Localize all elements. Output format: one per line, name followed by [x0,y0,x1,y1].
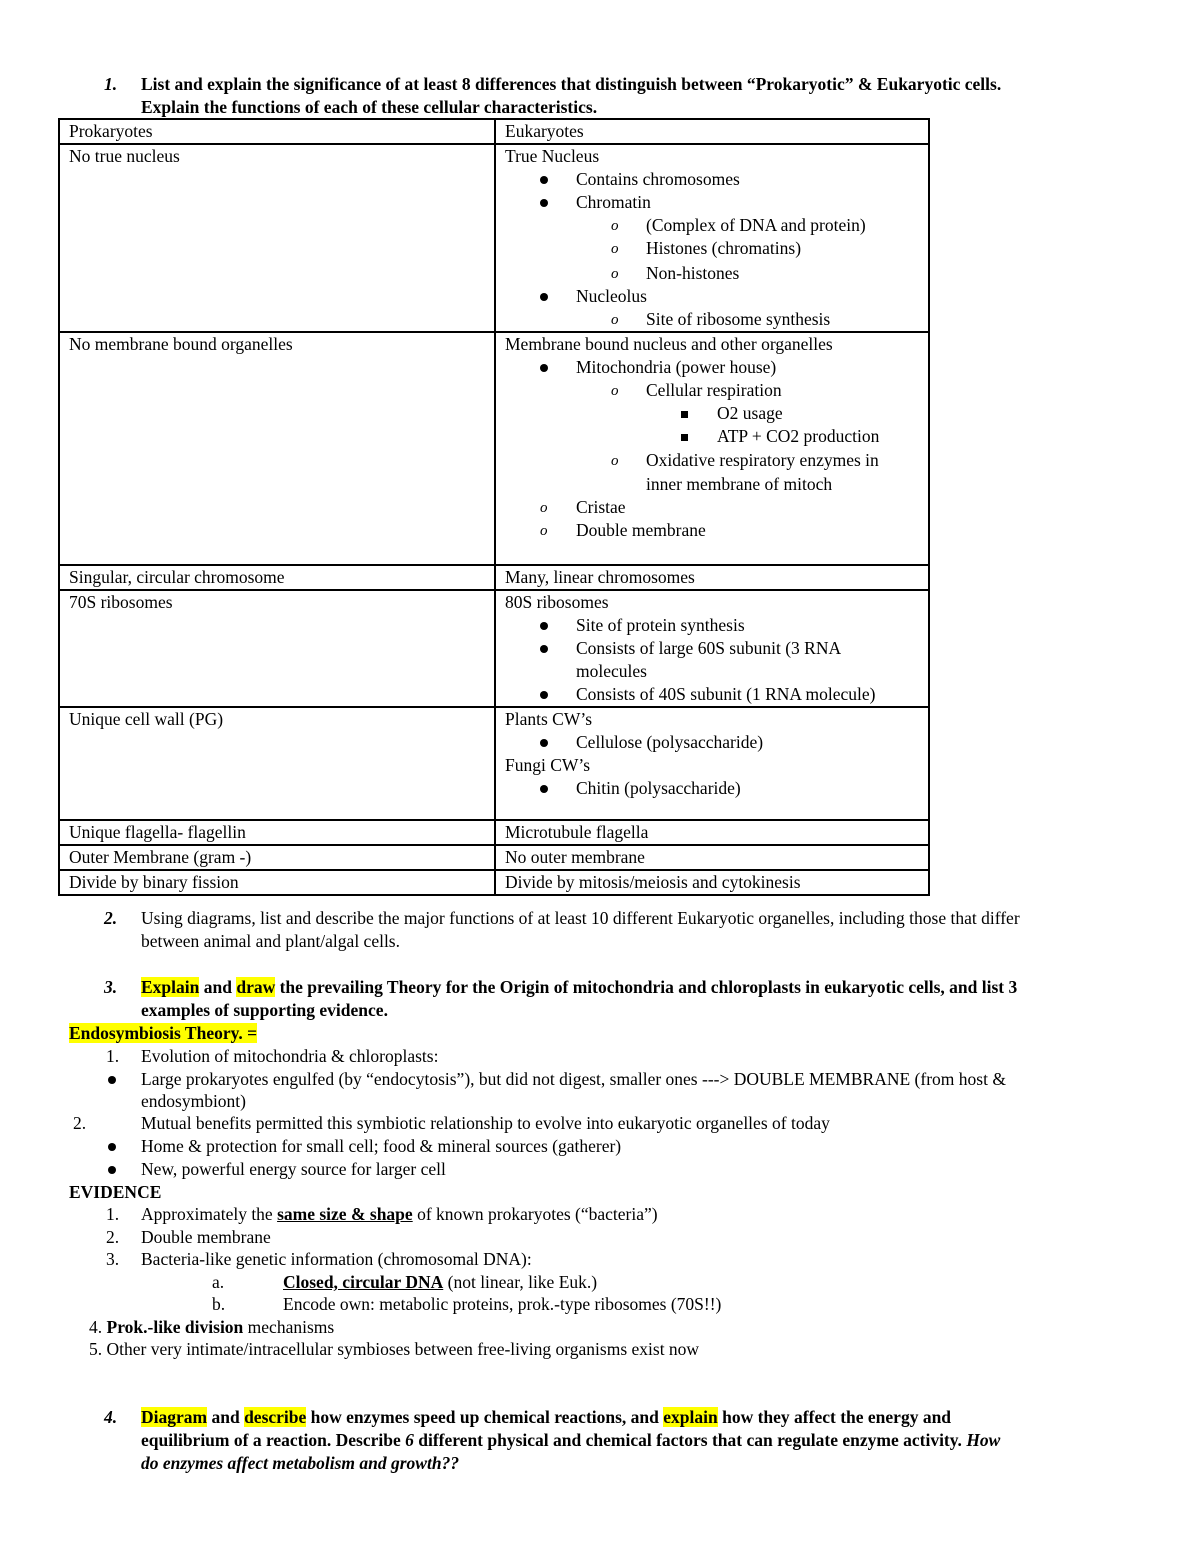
table-row-ribosomes [59,590,929,707]
bullet-icon [540,785,548,793]
list-item-text: Contains chromosomes [576,169,740,189]
circle-bullet-icon: o [611,266,619,282]
q4-mid: how enzymes speed up chemical reactions, and [306,1407,664,1427]
bullet-icon [540,645,548,653]
q1-text-line2: Explain the functions of each of these cellular characteristics. [141,97,598,117]
table-row-cellwall [59,707,929,820]
circle-bullet-icon: o [540,500,548,516]
bullet-icon [540,364,548,372]
circle-bullet-icon: o [611,218,619,234]
bullet-icon [540,739,548,747]
bullet-icon [108,1143,116,1151]
bullet-icon [540,176,548,184]
list-item [505,731,919,754]
evidence-1-bold: same size & shape [277,1204,413,1224]
euk-ribosomes-title: 80S ribosomes [505,592,609,612]
evidence-item-1 [141,1203,658,1226]
list-letter: b. [212,1294,226,1314]
list-item [505,191,919,214]
q3-rest: the prevailing Theory for the Origin of mitochondria and chloroplasts in eukaryotic cells, and list 3 [275,977,1018,997]
cell-pro-nucleus: No true nucleus [59,144,495,332]
q4-text-line2 [141,1429,1000,1452]
list-item [505,308,919,331]
highlight-draw: draw [236,977,276,997]
cell-pro-membrane: Outer Membrane (gram -) [59,845,495,870]
euk-nucleus-title: True Nucleus [505,146,600,166]
q4-line2-mid: different physical and chemical factors that can regulate enzyme activity. [413,1430,967,1450]
q4-text-line3: do enzymes affect metabolism and growth?? [141,1453,460,1473]
highlight-explain: Explain [141,977,200,997]
q2-number: 2. [104,908,118,928]
list-item [505,214,919,237]
evidence-4-bold: Prok.-like division [106,1317,244,1337]
list-item-text: Cellular respiration [646,380,782,400]
list-item-text: Mitochondria (power house) [576,357,777,377]
evidence-item-5: 5. Other very intimate/intracellular symbioses between free-living organisms exist now [89,1339,700,1359]
cell-pro-flagella: Unique flagella- flagellin [59,820,495,845]
list-item-text: Consists of large 60S subunit (3 RNA molecules [576,638,841,681]
q3-number: 3. [104,977,118,997]
cell-euk-flagella: Microtubule flagella [495,820,929,845]
bullet-icon [540,691,548,699]
list-number: 2. [106,1227,120,1247]
cell-pro-division: Divide by binary fission [59,870,495,895]
list-item-text: Site of ribosome synthesis [646,309,831,329]
square-bullet-icon [681,434,688,441]
list-item-text: Chromatin [576,192,651,212]
list-item-text: Double membrane [576,520,706,540]
list-item [505,614,919,637]
list-item-text: ATP + CO2 production [717,426,880,446]
list-number: 1. [106,1204,120,1224]
cell-euk-ribosomes [495,590,929,707]
bullet-icon [108,1166,116,1174]
list-item [505,262,919,285]
cell-pro-ribosomes: 70S ribosomes [59,590,495,707]
theory-bullet-3: New, powerful energy source for larger cell [141,1159,446,1179]
q1-number: 1. [104,74,118,94]
evidence-4-post: mechanisms [243,1317,335,1337]
list-item-text: Histones (chromatins) [646,238,802,258]
cell-euk-nucleus [495,144,929,332]
euk-cellwall-fungi: Fungi CW’s [505,755,591,775]
cell-euk-membrane: No outer membrane [495,845,929,870]
list-item [505,402,919,425]
circle-bullet-icon: o [611,241,619,257]
evidence-1-pre: Approximately the [141,1204,278,1224]
highlight-describe: describe [244,1407,307,1427]
list-item-text: (Complex of DNA and protein) [646,215,866,235]
q4-number: 4. [104,1407,118,1427]
list-number: 2. [73,1113,87,1133]
theory-item-1: Evolution of mitochondria & chloroplasts: [141,1046,439,1066]
q4-and: and [207,1407,245,1427]
evidence-item-4 [89,1316,334,1339]
theory-heading [69,1022,257,1045]
evidence-1-post: of known prokaryotes (“bacteria”) [412,1204,658,1224]
highlight-diagram: Diagram [141,1407,208,1427]
table-row-membrane [59,845,929,870]
q4-line2-pre: equilibrium of a reaction. Describe [141,1430,406,1450]
square-bullet-icon [681,411,688,418]
theory-heading-text: Endosymbiosis Theory. = [69,1023,258,1043]
q4-line2-number: 6 [405,1430,414,1450]
list-item-text: Consists of 40S subunit (1 RNA molecule) [576,684,876,704]
list-letter: a. [212,1272,225,1292]
q4-line2-italic: How [966,1430,1001,1450]
evidence-item-2: Double membrane [141,1227,271,1247]
cell-euk-division: Divide by mitosis/meiosis and cytokinesis [495,870,929,895]
q4-rest: how they affect the energy and [717,1407,952,1427]
list-item [505,519,919,542]
list-item [505,237,919,260]
evidence-item-3: Bacteria-like genetic information (chromosomal DNA): [141,1249,532,1269]
theory-bullet-2: Home & protection for small cell; food & mineral sources (gatherer) [141,1136,622,1156]
q3-text-line2: examples of supporting evidence. [141,1000,388,1020]
list-item-text: Cellulose (polysaccharide) [576,732,764,752]
circle-bullet-icon: o [611,453,619,469]
list-number: 3. [106,1249,120,1269]
q2-text-line1: Using diagrams, list and describe the major functions of at least 10 different Eukaryotic organelles, including those that differ [141,908,1020,928]
circle-bullet-icon: o [540,523,548,539]
list-item [505,379,919,402]
list-item-text: Chitin (polysaccharide) [576,778,741,798]
bullet-icon [540,293,548,301]
table-row-organelles [59,332,929,565]
table-row-division [59,870,929,895]
circle-bullet-icon: o [611,312,619,328]
q3-text-line1 [141,976,1017,999]
list-item [505,637,919,683]
header-prokaryotes: Prokaryotes [59,119,495,144]
list-item-text: Nucleolus [576,286,647,306]
euk-organelles-title: Membrane bound nucleus and other organelles [505,334,833,354]
cell-euk-organelles [495,332,929,565]
theory-bullet-1-line2: endosymbiont) [141,1091,246,1111]
list-item-text: Non-histones [646,263,740,283]
cell-euk-cellwall [495,707,929,820]
cell-pro-chromosome: Singular, circular chromosome [59,565,495,590]
cell-pro-organelles: No membrane bound organelles [59,332,495,565]
q3-and: and [199,977,237,997]
list-number: 1. [106,1046,120,1066]
theory-bullet-1-line1: Large prokaryotes engulfed (by “endocytosis”), but did not digest, smaller ones ---> DOUBLE MEMBRANE (from host & [141,1069,1006,1089]
list-item [505,425,919,448]
list-item-text: Cristae [576,497,626,517]
circle-bullet-icon: o [611,383,619,399]
list-item [505,285,919,308]
list-item [505,683,919,706]
cell-euk-chromosome: Many, linear chromosomes [495,565,929,590]
list-item [505,496,919,519]
cell-pro-cellwall: Unique cell wall (PG) [59,707,495,820]
evidence-3a-bold: Closed, circular DNA [283,1272,444,1292]
evidence-3a-post: (not linear, like Euk.) [443,1272,598,1292]
q4-text-line1 [141,1406,951,1429]
comparison-table [58,118,930,896]
evidence-item-3b: Encode own: metabolic proteins, prok.-type ribosomes (70S!!) [283,1294,722,1314]
table-row-nucleus [59,144,929,332]
bullet-icon [108,1076,116,1084]
list-item-text: O2 usage [717,403,783,423]
evidence-item-3a [283,1271,597,1294]
evidence-4-num: 4. [89,1317,107,1337]
bullet-icon [540,199,548,207]
list-item-text: Oxidative respiratory enzymes in inner membrane of mitoch [646,450,879,494]
list-item [505,356,919,379]
q1-text-line1: List and explain the significance of at least 8 differences that distinguish between “Prokaryotic” & Eukaryotic cells. [141,74,1002,94]
table-header-row [59,119,929,144]
table-row-flagella [59,820,929,845]
bullet-icon [540,622,548,630]
list-item-text: Site of protein synthesis [576,615,745,635]
list-item [505,168,919,191]
euk-cellwall-plants: Plants CW’s [505,709,593,729]
evidence-heading: EVIDENCE [69,1182,162,1202]
theory-item-2: Mutual benefits permitted this symbiotic relationship to evolve into eukaryotic organelles of today [141,1113,830,1133]
list-item [505,777,919,800]
q2-text-line2: between animal and plant/algal cells. [141,931,400,951]
highlight-explain: explain [663,1407,718,1427]
list-item [505,448,919,496]
header-eukaryotes: Eukaryotes [495,119,929,144]
table-row-chromosome [59,565,929,590]
